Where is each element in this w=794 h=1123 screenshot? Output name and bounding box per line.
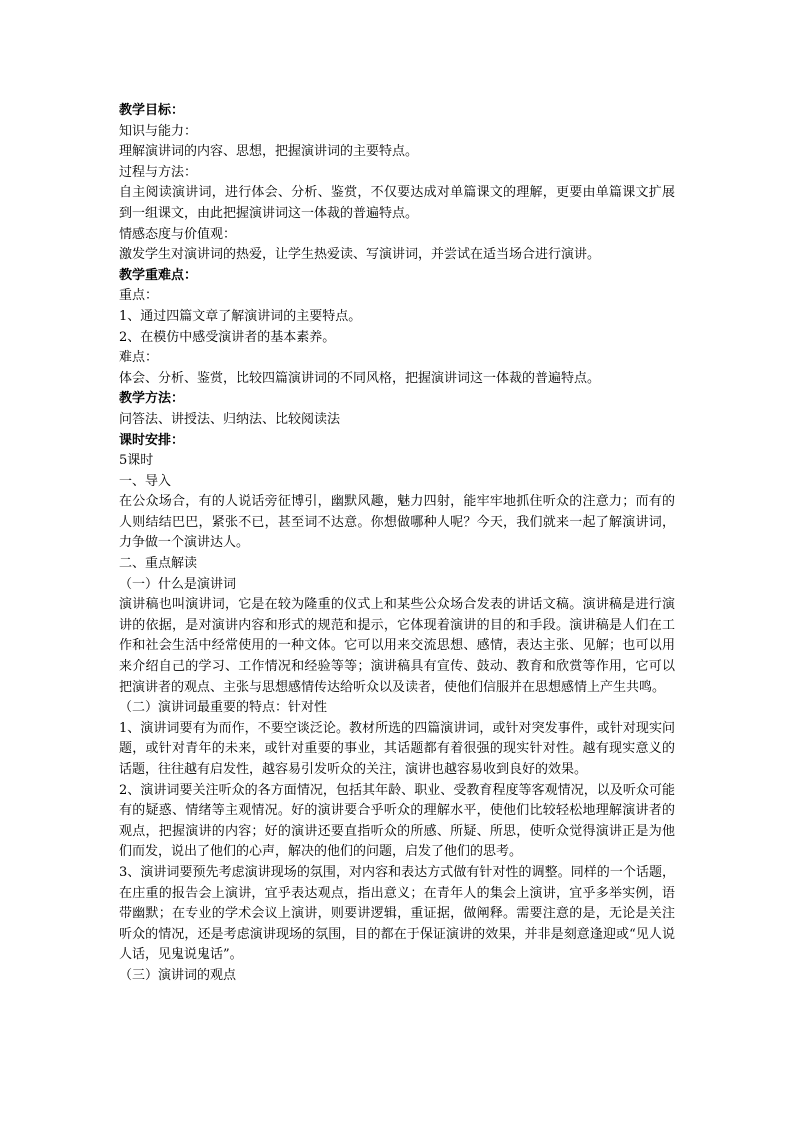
heading-teaching-methods: 教学方法： [119, 391, 185, 407]
subsection-what-is-speech: （一）什么是演讲词 [119, 576, 237, 592]
heading-teaching-goals: 教学目标： [119, 103, 185, 118]
text-difficult-points: 体会、分析、鉴赏，比较四篇演讲词的不同风格，把握演讲词这一体裁的普遍特点。 [119, 370, 601, 386]
text-teaching-methods: 问答法、讲授法、归纳法、比较阅读法 [119, 411, 341, 427]
section-introduction: 一、导入 [119, 473, 172, 489]
heading-class-schedule: 课时安排： [119, 432, 185, 448]
feature-point-2: 2、演讲词要关注听众的各方面情况，包括其年龄、职业、受教育程度等客观情况，以及听众可能有的疑惑、情绪等主观情况。好的演讲要合乎听众的理解水平，使他们比较轻松地理解演讲者的观点，把握演讲的内容；好的演讲还要直指听众的所感、所疑、所思，使听众觉得演讲正是为他们而发，说出了他们的心声，解决的他们的问题，启发了他们的思考。 [119, 782, 675, 860]
subheading-emotion-values: 情感态度与价值观： [119, 226, 237, 242]
text-emotion-values: 激发学生对演讲词的热爱，让学生热爱读、写演讲词，并尝试在适当场合进行演讲。 [119, 247, 601, 263]
text-process-method: 自主阅读演讲词，进行体会、分析、鉴赏，不仅要达成对单篇课文的理解，更要由单篇课文扩展到一组课文，由此把握演讲词这一体裁的普遍特点。 [119, 185, 675, 221]
subheading-difficult-points: 难点： [119, 350, 159, 366]
subheading-knowledge-ability: 知识与能力： [119, 123, 198, 139]
subsection-key-feature: （二）演讲词最重要的特点：针对性 [119, 700, 328, 716]
feature-point-3: 3、演讲词要预先考虑演讲现场的氛围，对内容和表达方式做有针对性的调整。同样的一个话题，在庄重的报告会上演讲，宜乎表达观点，指出意义；在青年人的集会上演讲，宜乎多举实例，语带幽默；在专业的学术会议上演讲，则要讲逻辑，重证据，做阐释。需要注意的是，无论是关注听众的情况，还是考虑演讲现场的氛围，目的都在于保证演讲的效果，并非是刻意逢迎或“见人说人话，见鬼说鬼话”。 [119, 864, 675, 963]
feature-point-1: 1、演讲词要有为而作，不要空谈泛论。教材所选的四篇演讲词，或针对突发事件，或针对现实问题，或针对青年的未来，或针对重要的事业，其话题都有着很强的现实针对性。越有现实意义的话题，往往越有启发性，越容易引发听众的关注，演讲也越容易收到良好的效果。 [119, 720, 675, 777]
heading-key-difficult-points: 教学重难点： [119, 267, 198, 283]
text-class-hours: 5课时 [119, 453, 154, 469]
key-point-1: 1、通过四篇文章了解演讲词的主要特点。 [119, 308, 362, 324]
subheading-key-points: 重点： [119, 288, 159, 304]
subheading-process-method: 过程与方法： [119, 164, 198, 180]
section-key-interpretation: 二、重点解读 [119, 556, 198, 572]
text-knowledge-ability: 理解演讲词的内容、思想，把握演讲词的主要特点。 [119, 144, 419, 160]
text-introduction: 在公众场合，有的人说话旁征博引，幽默风趣，魅力四射，能牢牢地抓住听众的注意力；而有的人则结结巴巴，紧张不已，甚至词不达意。你想做哪种人呢？今天，我们就来一起了解演讲词，力争做一个演讲达人。 [119, 494, 675, 551]
document-page [119, 101, 675, 987]
subsection-speech-viewpoint: （三）演讲词的观点 [119, 967, 237, 983]
key-point-2: 2、在模仿中感受演讲者的基本素养。 [119, 329, 336, 345]
text-what-is-speech: 演讲稿也叫演讲词，它是在较为隆重的仪式上和某些公众场合发表的讲话文稿。演讲稿是进行演讲的依据，是对演讲内容和形式的规范和提示，它体现着演讲的目的和手段。演讲稿是人们在工作和社会生活中经常使用的一种文体。它可以用来交流思想、感情，表达主张、见解；也可以用来介绍自己的学习、工作情况和经验等等；演讲稿具有宣传、鼓动、教育和欣赏等作用，它可以把演讲者的观点、主张与思想感情传达给听众以及读者，使他们信服并在思想感情上产生共鸣。 [119, 597, 675, 695]
